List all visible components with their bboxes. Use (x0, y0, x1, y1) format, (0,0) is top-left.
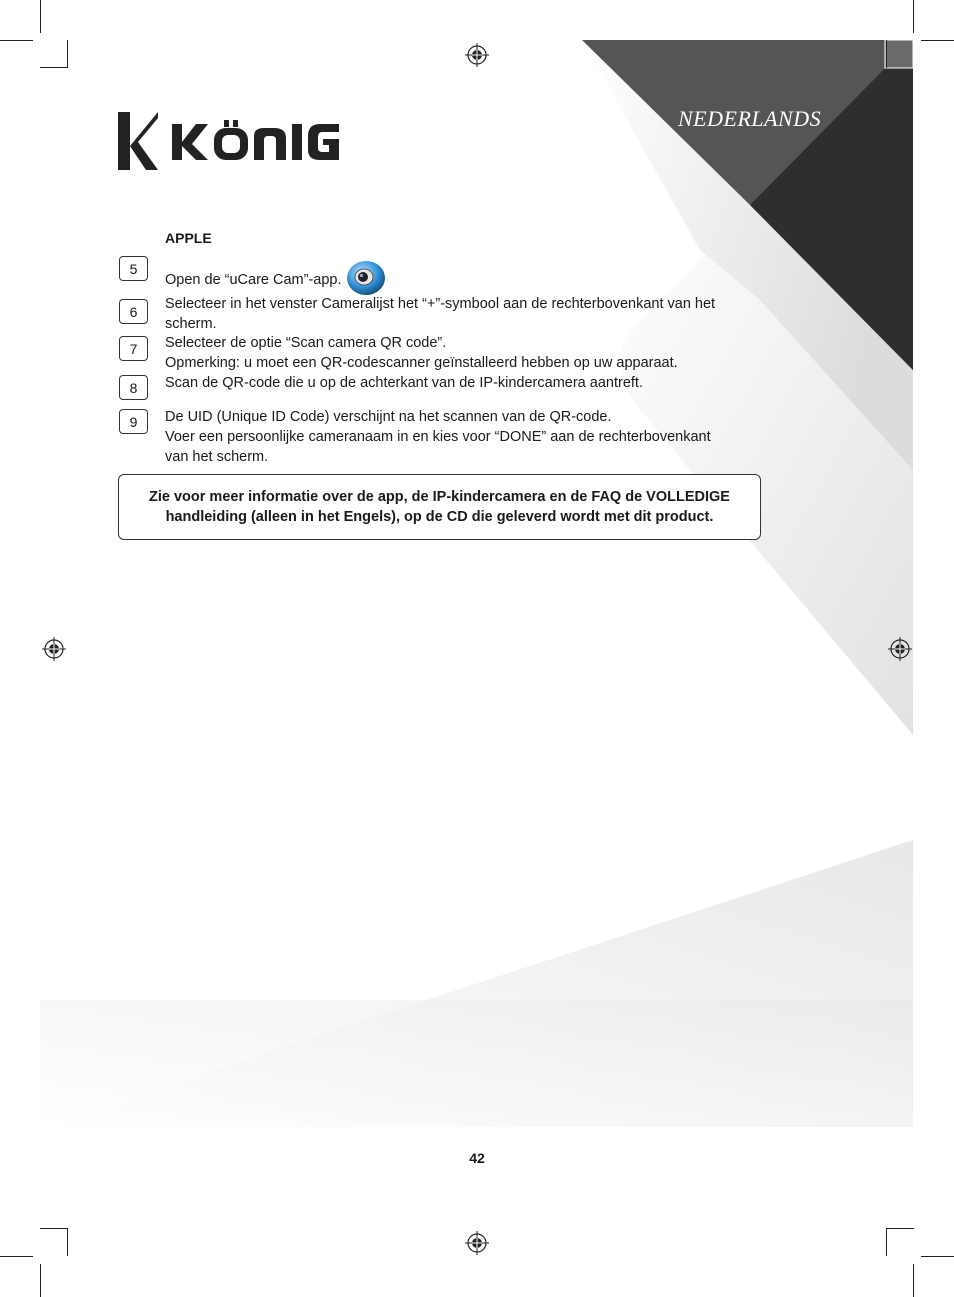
crop-mark (921, 40, 954, 41)
registration-mark-icon (42, 637, 66, 661)
konig-logo (118, 112, 342, 172)
crop-mark (67, 1228, 68, 1256)
step-line (165, 262, 765, 298)
info-box (118, 474, 761, 540)
section-title: APPLE (165, 230, 212, 246)
crop-mark (886, 1228, 914, 1229)
step-line: Selecteer in het venster Cameralijst het “+”-symbool aan de rechterbovenkant van het (165, 296, 716, 312)
info-line: Zie voor meer informatie over de app, de IP-kindercamera en de FAQ de VOLLEDIGE (149, 489, 730, 505)
registration-mark-icon (465, 1231, 489, 1255)
step-number: 8 (119, 375, 148, 400)
step-line: Scan de QR-code die u op de achterkant van de IP-kindercamera aantreft. (165, 375, 643, 391)
crop-mark (40, 0, 41, 33)
step-line: Selecteer de optie “Scan camera QR code”. (165, 335, 447, 351)
crop-mark (0, 1256, 33, 1257)
step-number: 6 (119, 299, 148, 324)
step-number: 9 (119, 409, 148, 434)
step-text (165, 373, 765, 393)
crop-mark (913, 1264, 914, 1297)
step-line: van het scherm. (165, 449, 269, 465)
step-text (165, 262, 765, 298)
language-label: NEDERLANDS (678, 106, 822, 131)
crop-mark (921, 1256, 954, 1257)
info-line: handleiding (alleen in het Engels), op de CD die geleverd wordt met dit product. (165, 509, 714, 525)
step-text (165, 407, 765, 467)
step-number: 7 (119, 336, 148, 361)
crop-mark (40, 1264, 41, 1297)
crop-mark (886, 1228, 887, 1256)
step-number: 5 (119, 256, 148, 281)
step-text (165, 333, 765, 373)
crop-mark (67, 40, 68, 68)
registration-mark-icon (465, 43, 489, 67)
step-line: Opmerking: u moet een QR-codescanner geïnstalleerd hebben op uw apparaat. (165, 355, 678, 371)
crop-mark (913, 0, 914, 33)
registration-mark-icon (888, 637, 912, 661)
crop-mark (886, 40, 887, 68)
crop-mark (0, 40, 33, 41)
step-text (165, 294, 765, 334)
step-line: Voer een persoonlijke cameranaam in en kies voor “DONE” aan de rechterbovenkant (165, 429, 711, 445)
ucare-cam-app-icon (346, 260, 386, 296)
step-line: scherm. (165, 316, 217, 332)
crop-mark (40, 67, 68, 68)
crop-mark (40, 1228, 68, 1229)
step-line-text: Open de “uCare Cam”-app. (165, 271, 342, 288)
page-number: 42 (469, 1150, 485, 1166)
step-line: De UID (Unique ID Code) verschijnt na het scannen van de QR-code. (165, 409, 612, 425)
